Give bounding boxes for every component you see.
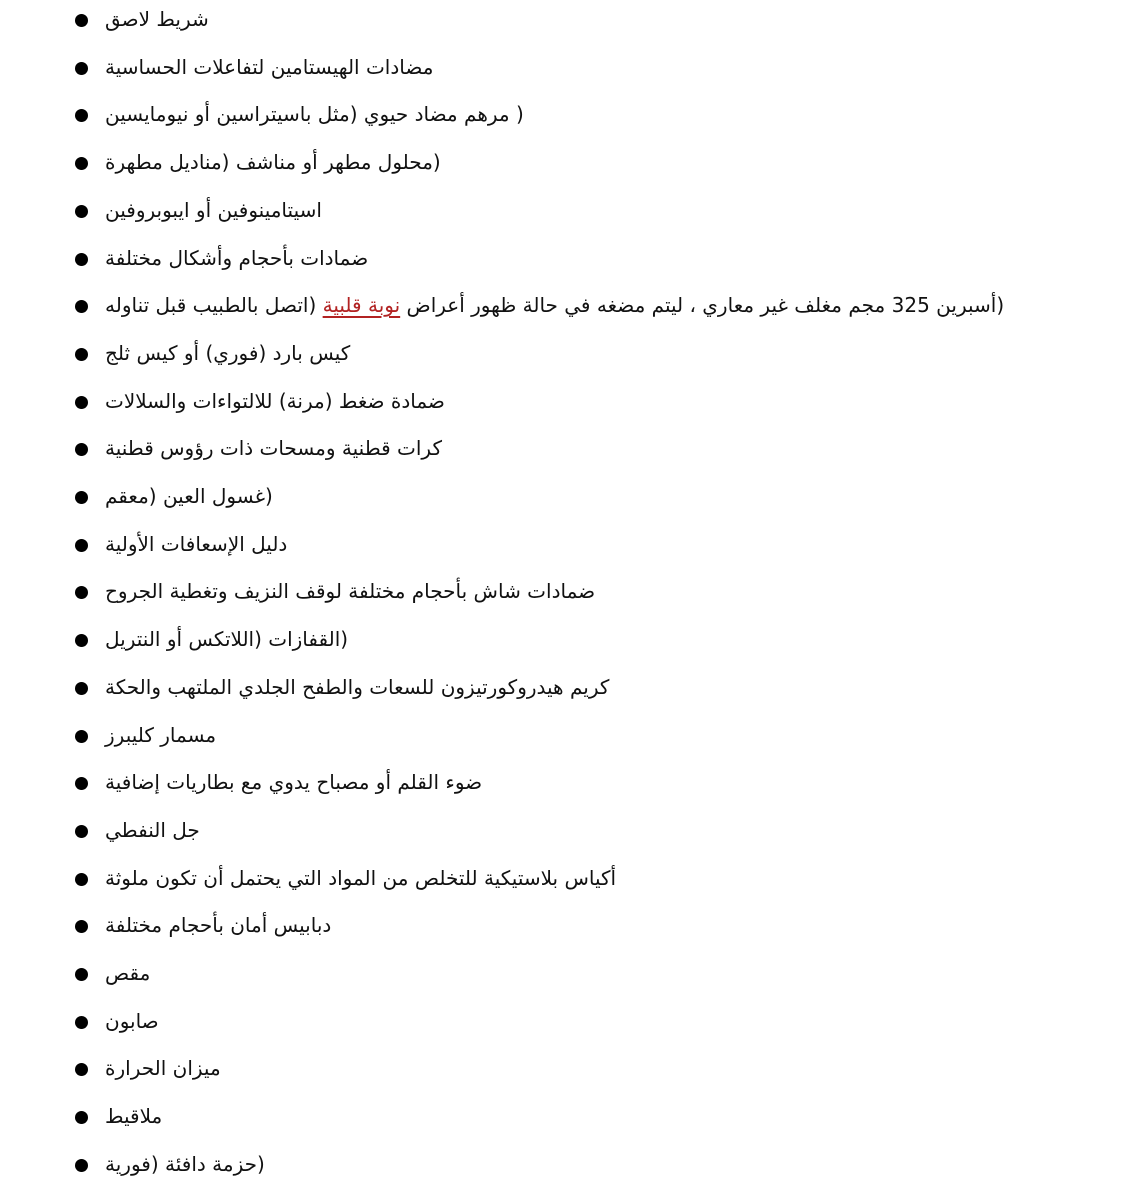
list-item (0, 191, 1133, 239)
bullet-icon (75, 539, 88, 552)
list-item (0, 572, 1133, 620)
list-item-text: صابون (105, 1008, 159, 1033)
list-item (0, 1002, 1133, 1050)
bullet-icon (75, 1111, 88, 1124)
list-item-text: كرات قطنية ومسحات ذات رؤوس قطنية (105, 436, 442, 461)
list-item (0, 811, 1133, 859)
list-item (0, 668, 1133, 716)
list-item-text: ضمادات شاش بأحجام مختلفة لوقف النزيف وتغطية الجروح (105, 579, 596, 604)
bullet-icon (75, 873, 88, 886)
list-item (0, 239, 1133, 287)
list-item (0, 0, 1133, 48)
list-item (0, 906, 1133, 954)
bullet-icon (75, 920, 88, 933)
bullet-icon (75, 1063, 88, 1076)
list-item (0, 859, 1133, 907)
list-item-text: كيس بارد (فوري) أو كيس ثلج (105, 340, 351, 365)
list-item-text: (محلول مطهر أو مناشف (مناديل مطهرة (105, 150, 441, 175)
list-item-text: (حزمة دافئة (فورية (105, 1151, 265, 1176)
bullet-icon (75, 300, 88, 313)
bullet-icon (75, 777, 88, 790)
list-item-text: (القفازات (اللاتكس أو النتريل (105, 627, 349, 652)
list-item-text: ملاقيط (105, 1104, 163, 1129)
bullet-icon (75, 682, 88, 695)
list-item (0, 954, 1133, 1002)
aspirin-text-start: (أسبرين 325 مجم مغلف غير معاري ، ليتم مضغه في حالة ظهور أعراض (400, 293, 1005, 318)
list-item-text: مسمار كليبرز (105, 722, 217, 747)
list-item-text: ضمادة ضغط (مرنة) للالتواءات والسلالات (105, 388, 445, 413)
bullet-icon (75, 1016, 88, 1029)
list-item-text: جل النفطي (105, 817, 200, 842)
bullet-icon (75, 730, 88, 743)
list-item-text: كريم هيدروكورتيزون للسعات والطفح الجلدي الملتهب والحكة (105, 674, 610, 699)
list-item-text: شريط لاصق (105, 7, 209, 31)
list-item (0, 477, 1133, 525)
list-item-text: مضادات الهيستامين لتفاعلات الحساسية (105, 54, 434, 79)
bullet-icon (75, 586, 88, 599)
list-item-text: اسيتامينوفين أو ايبوبروفين (105, 197, 322, 222)
list-item-text: (غسول العين (معقم (105, 484, 273, 508)
list-item (0, 1049, 1133, 1097)
bullet-icon (75, 634, 88, 647)
bullet-icon (75, 14, 88, 27)
bullet-icon (75, 825, 88, 838)
list-item (0, 763, 1133, 811)
list-item (0, 429, 1133, 477)
list-item (0, 525, 1133, 573)
list-item-text: ضوء القلم أو مصباح يدوي مع بطاريات إضافية (105, 770, 483, 795)
list-item (0, 334, 1133, 382)
list-item (0, 620, 1133, 668)
list-item (0, 286, 1133, 334)
list-item-text: ( مرهم مضاد حيوي (مثل باسيتراسين أو نيومايسين (105, 102, 524, 127)
bullet-icon (75, 491, 88, 504)
bullet-icon (75, 396, 88, 409)
list-item-text: ميزان الحرارة (105, 1056, 221, 1081)
heart-attack-link[interactable]: نوبة قلبية (322, 293, 401, 318)
list-item (0, 1145, 1133, 1193)
bullet-icon (75, 443, 88, 456)
list-item (0, 48, 1133, 96)
list-item-text: ضمادات بأحجام وأشكال مختلفة (105, 245, 369, 270)
bullet-icon (75, 1159, 88, 1172)
list-item (0, 95, 1133, 143)
list-item (0, 143, 1133, 191)
list-item (0, 716, 1133, 764)
list-item-text: مقص (105, 961, 151, 985)
bullet-icon (75, 205, 88, 218)
list-item-text: دليل الإسعافات الأولية (105, 531, 288, 556)
list-item-text-aspirin (105, 290, 1004, 320)
bullet-icon (75, 348, 88, 361)
bullet-icon (75, 968, 88, 981)
bullet-icon (75, 253, 88, 266)
list-item-text: دبابيس أمان بأحجام مختلفة (105, 913, 332, 938)
bullet-icon (75, 157, 88, 170)
aspirin-text-end: (اتصل بالطبيب قبل تناوله (105, 293, 323, 318)
list-item-text: أكياس بلاستيكية للتخلص من المواد التي يحتمل أن تكون ملوثة (105, 865, 617, 890)
list-item (0, 382, 1133, 430)
list-item (0, 1097, 1133, 1145)
bullet-icon (75, 109, 88, 122)
bullet-icon (75, 62, 88, 75)
